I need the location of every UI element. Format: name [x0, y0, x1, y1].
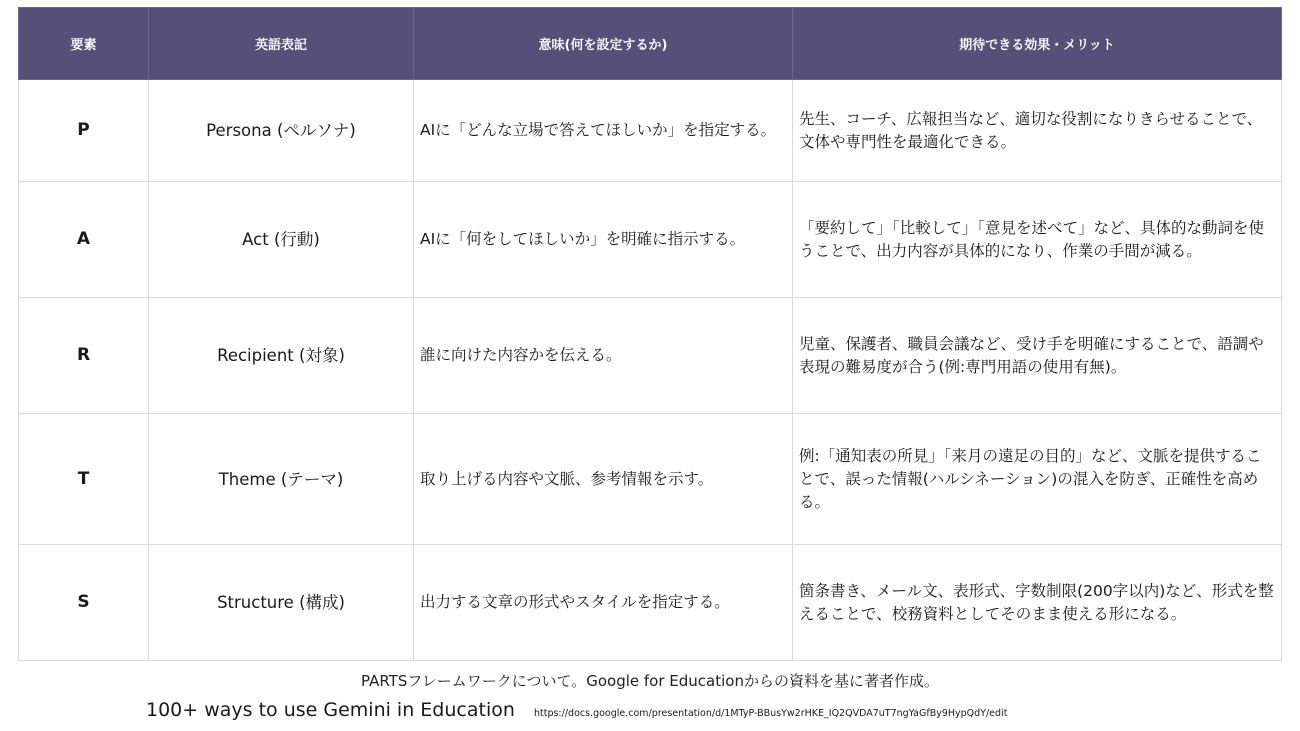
row-merit: 児童、保護者、職員会議など、受け手を明確にすることで、語調や表現の難易度が合う(例:専門用語の使用有無)。 [793, 298, 1282, 414]
source-title: 100+ ways to use Gemini in Education [146, 699, 515, 721]
table-header [19, 8, 1282, 80]
row-meaning: 出力する文章の形式やスタイルを指定する。 [414, 545, 793, 661]
row-english: Structure (構成) [149, 545, 414, 661]
row-letter: R [19, 298, 149, 414]
table-caption: PARTSフレームワークについて。Google for Educationからの資料を基に著者作成。 [361, 672, 939, 690]
row-meaning: 誰に向けた内容かを伝える。 [414, 298, 793, 414]
table-body [19, 80, 1282, 661]
row-english: Theme (テーマ) [149, 414, 414, 545]
row-english: Act (行動) [149, 182, 414, 298]
row-english: Persona (ペルソナ) [149, 80, 414, 182]
row-letter: S [19, 545, 149, 661]
row-merit: 先生、コーチ、広報担当など、適切な役割になりきらせることで、文体や専門性を最適化できる。 [793, 80, 1282, 182]
row-merit: 「要約して」「比較して」「意見を述べて」など、具体的な動詞を使うことで、出力内容が具体的になり、作業の手間が減る。 [793, 182, 1282, 298]
row-meaning: AIに「何をしてほしいか」を明確に指示する。 [414, 182, 793, 298]
header-merit: 期待できる効果・メリット [793, 8, 1282, 80]
source-reference [146, 699, 1007, 721]
table-row-act [19, 182, 1282, 298]
header-row [19, 8, 1282, 80]
row-meaning: 取り上げる内容や文脈、参考情報を示す。 [414, 414, 793, 545]
row-letter: T [19, 414, 149, 545]
source-url[interactable]: https://docs.google.com/presentation/d/1MTyP-BBusYw2rHKE_IQ2QVDA7uT7ngYaGfBy9HypQdY/edit [533, 708, 1008, 719]
header-meaning: 意味(何を設定するか) [414, 8, 793, 80]
row-english: Recipient (対象) [149, 298, 414, 414]
table-row-structure [19, 545, 1282, 661]
row-meaning: AIに「どんな立場で答えてほしいか」を指定する。 [414, 80, 793, 182]
row-merit: 例:「通知表の所見」「来月の遠足の目的」など、文脈を提供することで、誤った情報(ハルシネーション)の混入を防ぎ、正確性を高める。 [793, 414, 1282, 545]
parts-framework-table [18, 7, 1282, 661]
row-merit: 箇条書き、メール文、表形式、字数制限(200字以内)など、形式を整えることで、校務資料としてそのまま使える形になる。 [793, 545, 1282, 661]
table-row-theme [19, 414, 1282, 545]
table-row-recipient [19, 298, 1282, 414]
table-row-persona [19, 80, 1282, 182]
header-english: 英語表記 [149, 8, 414, 80]
row-letter: A [19, 182, 149, 298]
row-letter: P [19, 80, 149, 182]
header-element: 要素 [19, 8, 149, 80]
